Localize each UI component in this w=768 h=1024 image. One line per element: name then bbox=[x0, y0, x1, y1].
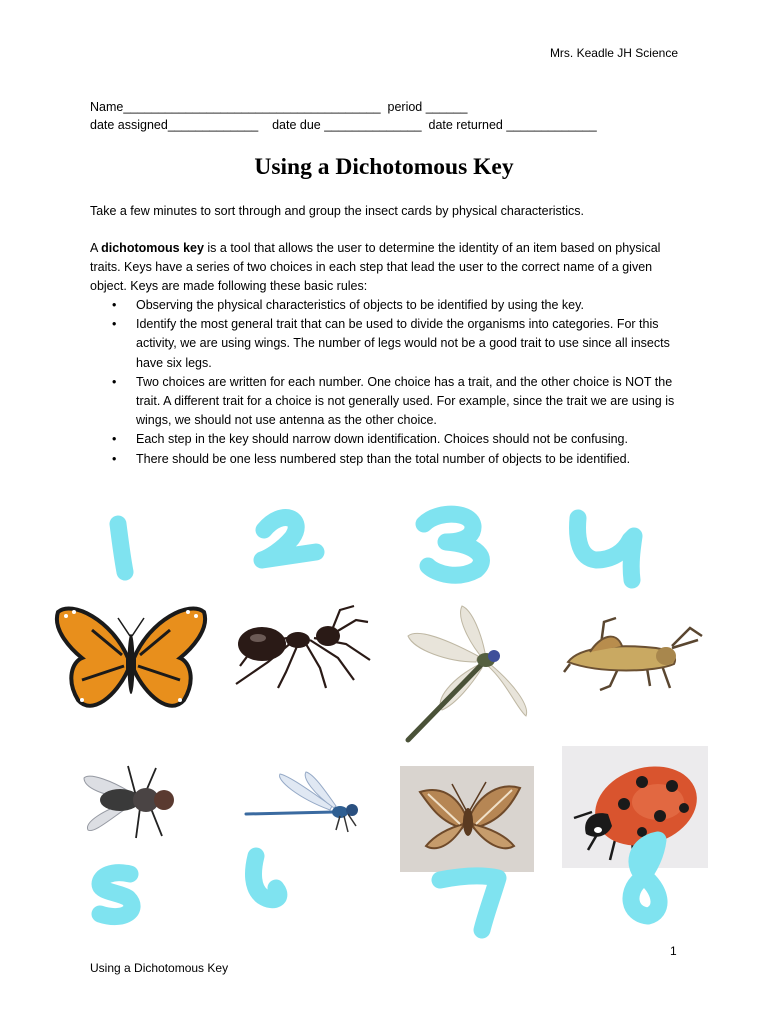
bullet: • bbox=[112, 317, 117, 332]
rule-text: Identify the most general trait that can be used to divide the organisms into categories. For this activity, we are using wings. The number of legs would not be a good trait to use since all insects have six legs. bbox=[136, 317, 670, 370]
name-period-line: Name_____________________________________ period ______ bbox=[90, 100, 468, 114]
handwritten-number-7 bbox=[440, 876, 498, 930]
handwritten-number-6 bbox=[254, 856, 279, 900]
definition-term: dichotomous key bbox=[101, 241, 204, 255]
rule-text: Two choices are written for each number. One choice has a trait, and the other choice is NOT the trait. A different trait for a choice is not generally used. For example, since the trait we are using is wings, we should not use antenna as the other choice. bbox=[136, 374, 675, 428]
rule-text: Observing the physical characteristics of objects to be identified by using the key. bbox=[136, 298, 584, 312]
bullet: • bbox=[112, 432, 117, 447]
handwritten-number-3 bbox=[424, 514, 481, 575]
definition-lead: A bbox=[90, 241, 102, 255]
handwritten-number-2 bbox=[262, 518, 316, 560]
definition-paragraph bbox=[90, 239, 680, 296]
rule-item bbox=[112, 315, 682, 373]
handwritten-number-8 bbox=[631, 840, 659, 916]
rules-list bbox=[112, 296, 682, 469]
rule-item bbox=[112, 296, 682, 315]
rule-item bbox=[112, 450, 682, 469]
handwritten-number-4 bbox=[578, 518, 634, 580]
rule-item bbox=[112, 373, 682, 431]
handwritten-number-5 bbox=[100, 873, 132, 917]
dates-line: date assigned_____________ date due ______________ date returned _____________ bbox=[90, 118, 597, 132]
handwritten-numbers-layer bbox=[0, 500, 768, 960]
page-title: Using a Dichotomous Key bbox=[254, 154, 514, 180]
header-teacher-course: Mrs. Keadle JH Science bbox=[549, 46, 678, 60]
bullet: • bbox=[112, 298, 117, 312]
rule-text: There should be one less numbered step than the total number of objects to be identified. bbox=[136, 451, 631, 466]
bullet: • bbox=[112, 451, 117, 466]
page-number: 1 bbox=[670, 944, 677, 958]
footer-title: Using a Dichotomous Key bbox=[90, 961, 229, 975]
handwritten-number-1 bbox=[118, 524, 125, 572]
bullet: • bbox=[112, 374, 117, 389]
definition-rest: is a tool that allows the user to determine the identity of an item based on physical traits. Keys have a series of two choices in each step that lead the user to the correct name of a given object. Keys are made following these basic rules: bbox=[90, 241, 661, 293]
rule-item bbox=[112, 430, 682, 449]
intro-text: Take a few minutes to sort through and group the insect cards by physical characteristics. bbox=[90, 204, 584, 218]
rule-text: Each step in the key should narrow down identification. Choices should not be confusing. bbox=[136, 432, 628, 447]
